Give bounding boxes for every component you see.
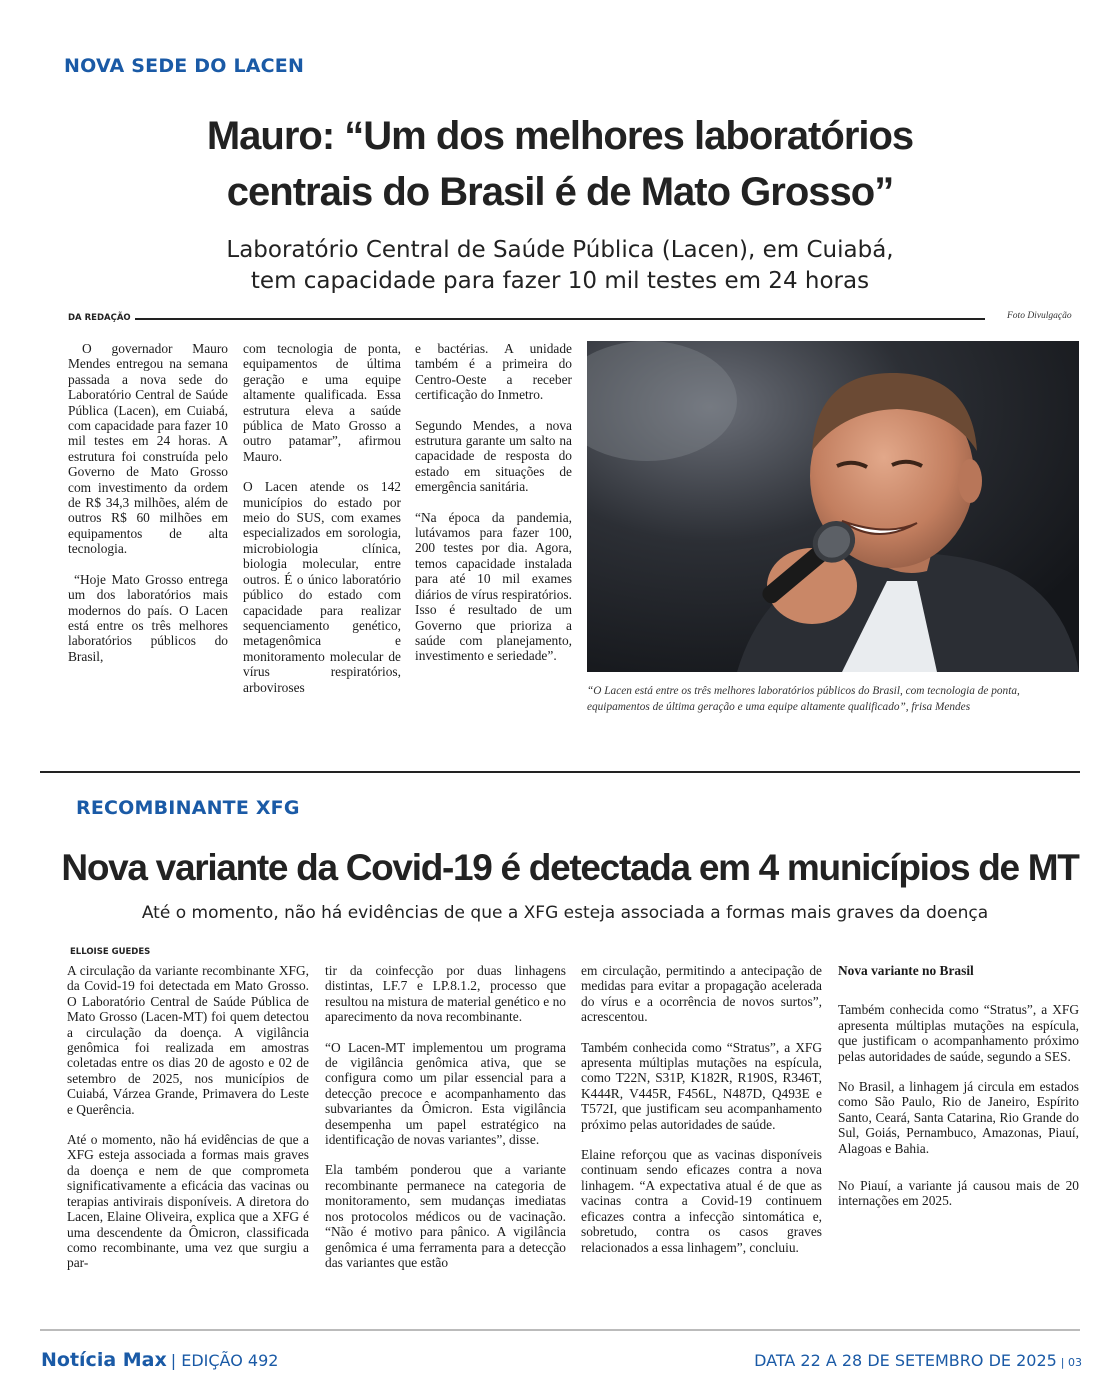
edition-number: | EDIÇÃO 492 xyxy=(170,1351,279,1370)
paragraph: Também conhecida como “Stratus”, a XFG apresenta múltiplas mutações na espícula, que justificam o acompanhamento próximo pelas autoridades de saúde, segundo a SES. xyxy=(838,1002,1079,1064)
article-column xyxy=(415,341,572,679)
paragraph: tir da coinfecção por duas linhagens distintas, LF.7 e LP.8.1.2, processo que resultou na mistura de material genético e no aparecimento da nova recombinante. xyxy=(325,963,566,1025)
footer-masthead xyxy=(41,1349,278,1371)
paragraph: Elaine reforçou que as vacinas disponíveis continuam sendo eficazes contra a nova linhagem. “A expectativa atual é de que as vacinas contra a Covid-19 continuem eficazes contra a infecção sintomática e, sobretudo, contra os casos graves relacionados a essa linhagem”, concluiu. xyxy=(581,1147,822,1255)
headline: Nova variante da Covid-19 é detectada em 4 municípios de MT xyxy=(61,847,1079,888)
byline: DA REDAÇÃO xyxy=(68,313,131,323)
byline-rule xyxy=(135,318,985,320)
paragraph: O governador Mauro Mendes entregou na semana passada a nova sede do Laboratório Central de Saúde Pública (Lacen), em Cuiabá, com capacidade para fazer 10 mil testes em 24 horas. A estrutura foi construída pelo Governo de Mato Grosso com investimento da ordem de R$ 34,3 milhões, além de outros R$ 60 milhões em equipamentos de alta tecnologia. xyxy=(68,341,228,557)
paragraph: e bactérias. A unidade também é a primeira do Centro-Oeste a receber certificação do Inmetro. xyxy=(415,341,572,403)
paragraph: O Lacen atende os 142 municípios do estado por meio do SUS, com exames especializados em sorologia, microbiologia clínica, biologia molecular, entre outros. É o único laboratório público do estado com capacidade para realizar sequenciamento genético, metagenômica e monitoramento molecular de vírus respiratórios, arboviroses xyxy=(243,479,401,695)
paragraph: Também conhecida como “Stratus”, a XFG apresenta múltiplas mutações na espícula, como T22N, S31P, K182R, R190S, R346T, K444R, V445R, F456L, N487D, Q493E e T572I, que justificam seu acompanhamento próximo pelas autoridades de saúde. xyxy=(581,1039,822,1132)
photo-illustration xyxy=(587,341,1079,672)
paragraph: “Na época da pandemia, lutávamos para fazer 100, 200 testes por dia. Agora, temos capacidade instalada para até 10 mil exames diários de vírus respiratórios. Isso é resultado de um Governo que prioriza a saúde com planejamento, investimento e seriedade”. xyxy=(415,509,572,664)
article-column xyxy=(67,963,309,1286)
footer-date-block xyxy=(754,1351,1082,1371)
paragraph: Segundo Mendes, a nova estrutura garante um salto na capacidade de resposta do estado em situações de emergência sanitária. xyxy=(415,417,572,495)
subheadline-line: Laboratório Central de Saúde Pública (Lacen), em Cuiabá, xyxy=(226,237,894,263)
subheadline: Até o momento, não há evidências de que a XFG esteja associada a formas mais graves da doença xyxy=(141,903,989,923)
section-kicker: RECOMBINANTE XFG xyxy=(76,797,300,819)
publication-name: Notícia Max xyxy=(41,1349,167,1371)
paragraph: Até o momento, não há evidências de que a XFG esteja associada a formas mais graves da doença e nem de que comprometa significativamente a eficácia das vacinas ou terapias antivirais disponíveis. A diretora do Lacen, Elaine Oliveira, explica que a XFG é uma descendente da Ômicron, classificada como recombinante, uma vez que surgiu a par- xyxy=(67,1132,309,1271)
paragraph: No Piauí, a variante já causou mais de 20 internações em 2025. xyxy=(838,1178,1079,1209)
subheadline-line: tem capacidade para fazer 10 mil testes em 24 horas xyxy=(250,268,870,294)
paragraph: “Hoje Mato Grosso entrega um dos laboratórios mais modernos do país. O Lacen está entre os três melhores laboratórios públicos do Brasil, xyxy=(68,571,228,664)
paragraph: com tecnologia de ponta, equipamentos de última geração e uma equipe altamente qualificada. Essa estrutura eleva a saúde pública de Mato Grosso a outro patamar”, afirmou Mauro. xyxy=(243,341,401,464)
photo-caption: “O Lacen está entre os três melhores laboratórios públicos do Brasil, com tecnologia de ponta, equipamentos de última geração e uma equipe altamente qualificado”, frisa Mendes xyxy=(587,685,1020,713)
photo-credit: Foto Divulgação xyxy=(1007,311,1072,321)
section-divider xyxy=(40,771,1080,773)
page-number: | 03 xyxy=(1060,1356,1082,1369)
article-column xyxy=(581,963,822,1270)
footer-rule xyxy=(40,1329,1080,1331)
byline: ELLOISE GUEDES xyxy=(70,947,151,957)
sidebar-heading: Nova variante no Brasil xyxy=(838,963,974,978)
governor-photo xyxy=(587,341,1079,672)
section-kicker: NOVA SEDE DO LACEN xyxy=(64,55,305,77)
paragraph: em circulação, permitindo a antecipação de medidas para evitar a propagação acelerada do vírus e a ocorrência de novos surtos”, acrescentou. xyxy=(581,963,822,1025)
edition-date: DATA 22 A 28 DE SETEMBRO DE 2025 xyxy=(754,1351,1057,1370)
paragraph: Ela também ponderou que a variante recombinante permanece na categoria de monitoramento, sem mudanças imediatas nos protocolos médicos ou de vacinação. “Não é motivo para pânico. A vigilância genômica é uma ferramenta para a detecção das variantes que estão xyxy=(325,1162,566,1270)
sidebar-box xyxy=(838,963,1079,1224)
paragraph: No Brasil, a linhagem já circula em estados como São Paulo, Rio de Janeiro, Espírito Santo, Ceará, Santa Catarina, Rio Grande do Sul, Goiás, Pernambuco, Amazonas, Piauí, Alagoas e Bahia. xyxy=(838,1079,1079,1156)
article-column xyxy=(243,341,401,710)
article-column xyxy=(68,341,228,679)
headline xyxy=(60,108,1060,220)
headline-line: Mauro: “Um dos melhores laboratórios xyxy=(206,114,914,158)
paragraph: A circulação da variante recombinante XFG, da Covid-19 foi detectada em Mato Grosso. O Laboratório Central de Saúde Pública de Mato Grosso (Lacen-MT) foi quem detectou a circulação da doença. A vigilância genômica foi realizada em amostras coletadas entre os dias 20 de agosto e 02 de setembro de 2025, nos municípios de Cuiabá, Várzea Grande, Primavera do Leste e Querência. xyxy=(67,963,309,1117)
subheadline xyxy=(60,235,1060,297)
paragraph: “O Lacen-MT implementou um programa de vigilância genômica ativa, que se configura como um pilar essencial para a detecção precoce e acompanhamento das subvariantes da Ômicron. Esta vigilância desempenha um papel estratégico na identificação de novas variantes”, disse. xyxy=(325,1039,566,1148)
headline-line: centrais do Brasil é de Mato Grosso” xyxy=(226,170,894,214)
article-column xyxy=(325,963,566,1285)
